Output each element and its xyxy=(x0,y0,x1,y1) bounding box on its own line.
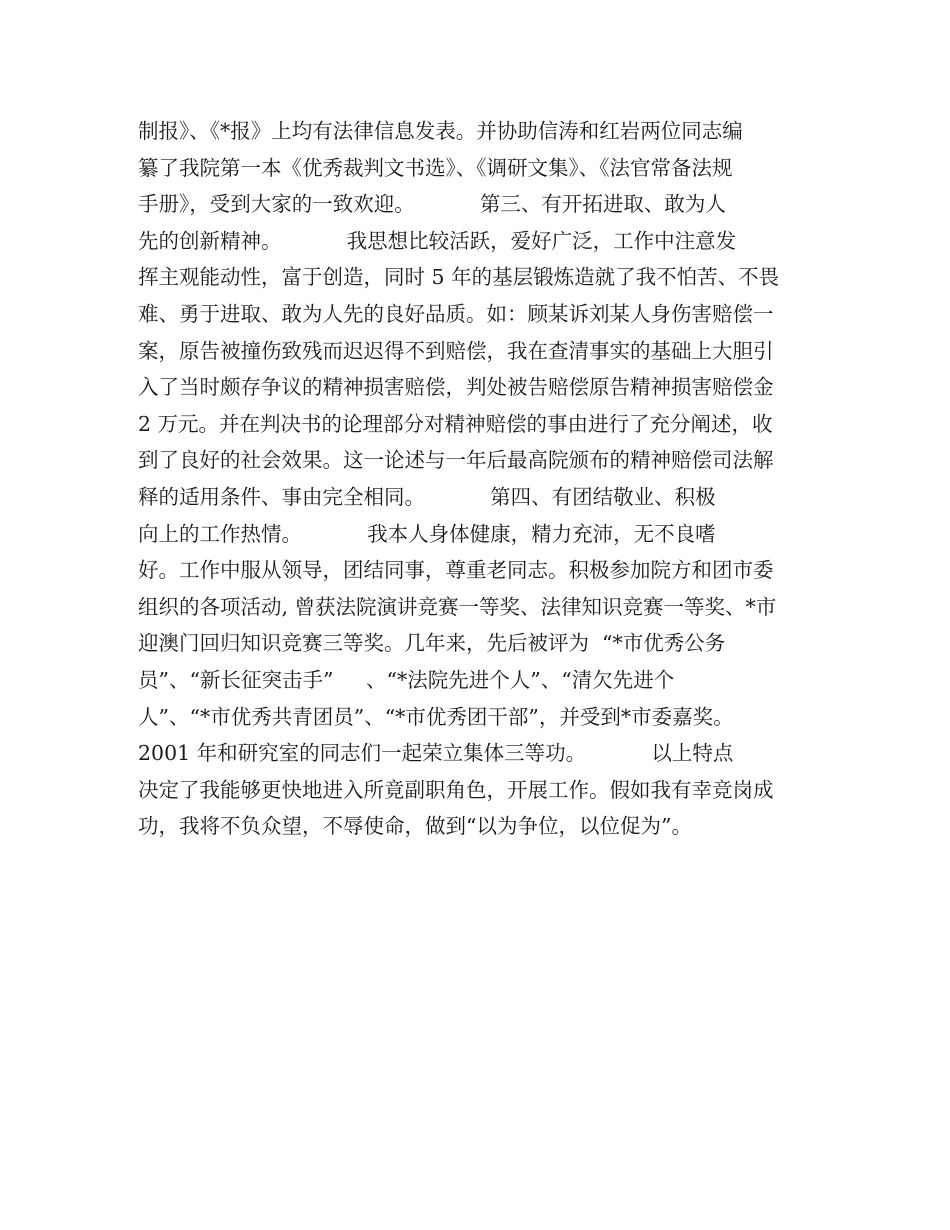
text-line: 释的适用条件、事由完全相同。 第四、有团结敬业、积极 xyxy=(138,484,716,509)
text-line: 入了当时颇存争议的精神损害赔偿，判处被告赔偿原告精神损害赔偿金 xyxy=(138,375,774,400)
text-line: 好。工作中服从领导，团结同事，尊重老同志。积极参加院方和团市委 xyxy=(138,558,774,583)
text-line: 人”、“*市优秀共青团员”、“*市优秀团干部”，并受到*市委嘉奖。 xyxy=(138,704,734,729)
text-line: 纂了我院第一本《优秀裁判文书选》、《调研文集》、《法官常备法规 xyxy=(138,155,733,180)
text-line: 迎澳门回归知识竞赛三等奖。几年来，先后被评为 “*市优秀公务 xyxy=(138,631,726,656)
text-line: 先的创新精神。 我思想比较活跃，爱好广泛，工作中注意发 xyxy=(138,228,737,253)
text-line: 向上的工作热情。 我本人身体健康，精力充沛，无不良嗜 xyxy=(138,521,716,546)
text-line: 难、勇于进取、敢为人先的良好品质。如：顾某诉刘某人身伤害赔偿一 xyxy=(138,301,774,326)
text-line: 2 万元。并在判决书的论理部分对精神赔偿的事由进行了充分阐述，收 xyxy=(138,411,773,436)
text-line: 员”、“新长征突击手” 、“*法院先进个人”、“清欠先进个 xyxy=(138,667,675,692)
text-line: 组织的各项活动, 曾获法院演讲竞赛一等奖、法律知识竞赛一等奖、*市 xyxy=(138,594,777,619)
text-line: 挥主观能动性，富于创造，同时 5 年的基层锻炼造就了我不怕苦、不畏 xyxy=(138,265,780,290)
text-line: 制报》、《*报》上均有法律信息发表。并协助信涛和红岩两位同志编 xyxy=(138,119,743,143)
text-line: 到了良好的社会效果。这一论述与一年后最高院颁布的精神赔偿司法解 xyxy=(138,448,774,473)
text-line: 手册》，受到大家的一致欢迎。 第三、有开拓进取、敢为人 xyxy=(138,192,726,217)
text-line: 2001 年和研究室的同志们一起荣立集体三等功。 以上特点 xyxy=(138,741,734,766)
document-body xyxy=(138,113,838,845)
text-line: 决定了我能够更快地进入所竟副职角色，开展工作。假如我有幸竞岗成 xyxy=(138,777,774,802)
text-line: 功，我将不负众望，不辱使命，做到“以为争位，以位促为”。 xyxy=(138,814,692,839)
text-line: 案，原告被撞伤致残而迟迟得不到赔偿，我在查清事实的基础上大胆引 xyxy=(138,338,774,363)
